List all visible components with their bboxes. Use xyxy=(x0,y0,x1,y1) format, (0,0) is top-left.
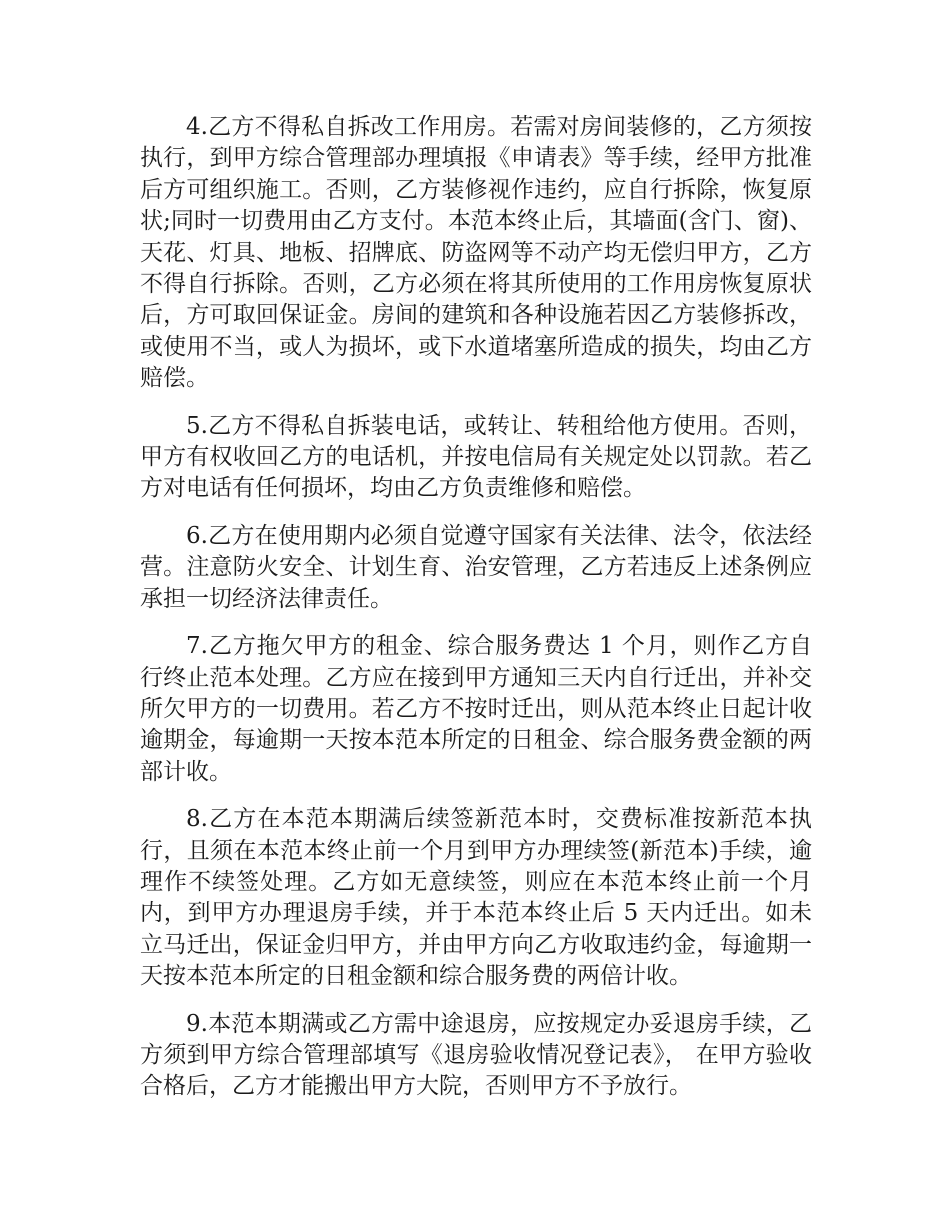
clause-7-paragraph: 7.乙方拖欠甲方的租金、综合服务费达 1 个月，则作乙方自行终止范本处理。乙方应在接到甲方通知三天内自行迁出，并补交所欠甲方的一切费用。若乙方不按时迁出，则从范本终止日起计收逾期金，每逾期一天按本范本所定的日租金、综合服务费金额的两部计收。 xyxy=(140,633,812,785)
clause-8-paragraph: 8.乙方在本范本期满后续签新范本时，交费标准按新范本执行，且须在本范本终止前一个月到甲方办理续签(新范本)手续，逾理作不续签处理。乙方如无意续签，则应在本范本终止前一个月内，到甲方办理退房手续，并于本范本终止后 5 天内迁出。如未立马迁出，保证金归甲方，并由甲方向乙方收取违约金，每逾期一天按本范本所定的日租金额和综合服务费的两倍计收。 xyxy=(140,806,812,990)
clause-9-paragraph: 9.本范本期满或乙方需中途退房，应按规定办妥退房手续，乙方须到甲方综合管理部填写《退房验收情况登记表》， 在甲方验收合格后，乙方才能搬出甲方大院，否则甲方不予放行。 xyxy=(140,1010,812,1100)
clause-4-paragraph: 4.乙方不得私自拆改工作用房。若需对房间装修的，乙方须按执行，到甲方综合管理部办理填报《申请表》等手续，经甲方批准后方可组织施工。否则，乙方装修视作违约，应自行拆除，恢复原状;同时一切费用由乙方支付。本范本终止后，其墙面(含门、窗)、天花、灯具、地板、招牌底、防盗网等不动产均无偿归甲方，乙方不得自行拆除。否则，乙方必须在将其所使用的工作用房恢复原状后，方可取回保证金。房间的建筑和各种设施若因乙方装修拆改，或使用不当，或人为损坏，或下水道堵塞所造成的损失，均由乙方赔偿。 xyxy=(140,114,812,392)
clause-5-paragraph: 5.乙方不得私自拆装电话，或转让、转租给他方使用。否则，甲方有权收回乙方的电话机，并按电信局有关规定处以罚款。若乙方对电话有任何损坏，均由乙方负责维修和赔偿。 xyxy=(140,412,812,502)
clause-6-paragraph: 6.乙方在使用期内必须自觉遵守国家有关法律、法令，依法经营。注意防火安全、计划生育、治安管理，乙方若违反上述条例应承担一切经济法律责任。 xyxy=(140,522,812,612)
document-page xyxy=(140,112,812,1119)
